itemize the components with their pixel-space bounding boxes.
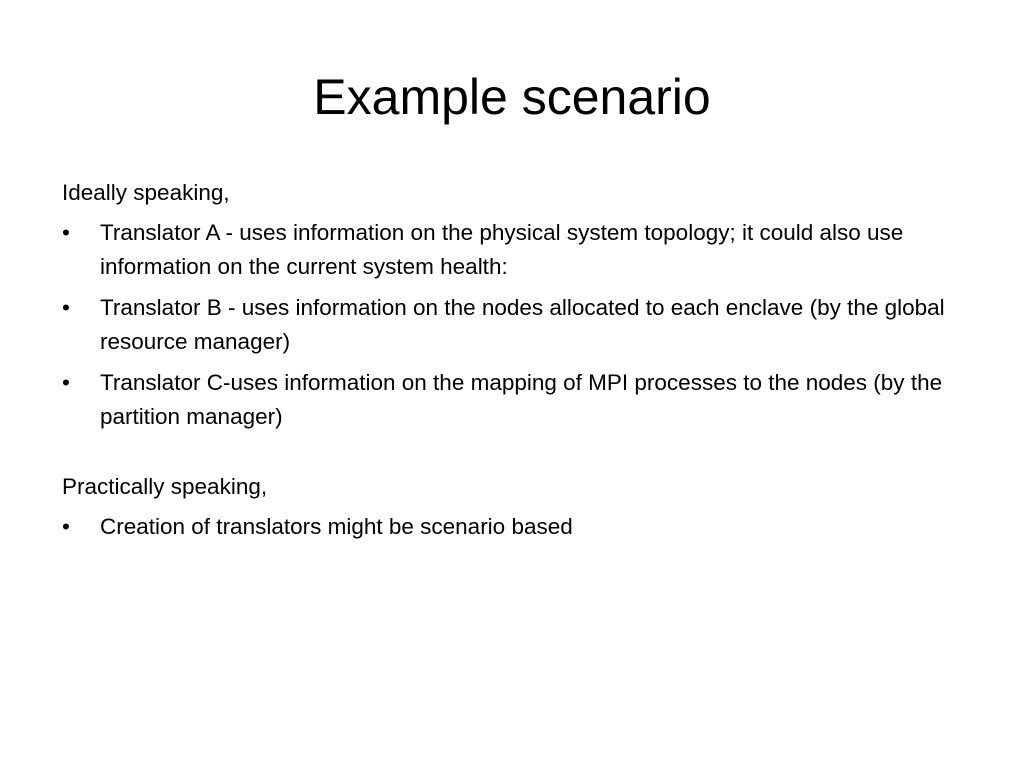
bullet-icon: • bbox=[62, 370, 70, 395]
bullet-list-practically bbox=[62, 510, 972, 544]
bullet-text: Translator A - uses information on the physical system topology; it could also use information on the current system health: bbox=[100, 220, 904, 279]
bullet-icon: • bbox=[62, 295, 70, 320]
slide-body bbox=[62, 176, 972, 551]
slide-title: Example scenario bbox=[313, 69, 711, 125]
bullet-item-translator-c bbox=[62, 366, 972, 434]
section-intro-ideally: Ideally speaking, bbox=[62, 180, 230, 205]
section-intro-practically: Practically speaking, bbox=[62, 474, 268, 499]
bullet-item-creation bbox=[62, 510, 972, 544]
bullet-item-translator-a bbox=[62, 216, 972, 284]
bullet-list-ideally bbox=[62, 216, 972, 434]
bullet-text: Translator B - uses information on the nodes allocated to each enclave (by the global resource manager) bbox=[100, 295, 945, 354]
bullet-text: Creation of translators might be scenario based bbox=[100, 514, 573, 539]
bullet-icon: • bbox=[62, 220, 70, 245]
bullet-icon: • bbox=[62, 514, 70, 539]
bullet-item-translator-b bbox=[62, 291, 972, 359]
bullet-text: Translator C-uses information on the mapping of MPI processes to the nodes (by the partition manager) bbox=[100, 370, 943, 429]
